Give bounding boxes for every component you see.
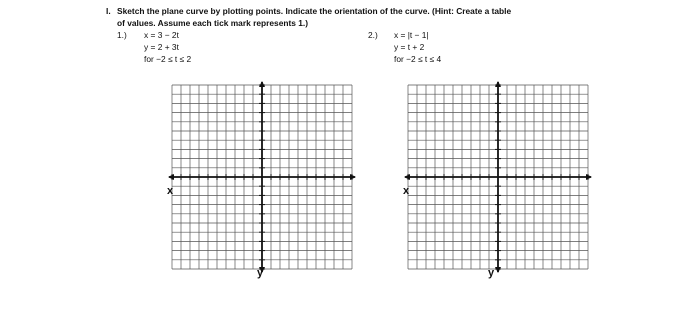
instruction-line-1: Sketch the plane curve by plotting points. Indicate the orientation of the curve. (Hint: Create a table: [117, 6, 512, 16]
part2-domain: for −2 ≤ t ≤ 4: [394, 54, 442, 64]
instruction-line-2: of values. Assume each tick mark represents 1.): [117, 18, 309, 28]
grid2-y-axis-label: y: [488, 267, 495, 279]
problem-number: I.: [106, 6, 111, 16]
part2-x-equation: x = |t − 1|: [394, 30, 429, 40]
x-axis-arrow-left: [404, 174, 410, 180]
part1-label: 1.): [117, 30, 127, 40]
grid2-x-axis-label: x: [403, 185, 410, 197]
x-axis-arrow-right: [586, 174, 592, 180]
grid1-y-axis-label: y: [257, 267, 264, 279]
y-axis-arrow-up: [259, 81, 265, 87]
coordinate-grid-2[interactable]: [404, 81, 592, 273]
y-axis-arrow-up: [495, 81, 501, 87]
coordinate-grid-1[interactable]: [168, 81, 356, 273]
part1-y-equation: y = 2 + 3t: [144, 42, 179, 52]
x-axis-arrow-right: [350, 174, 356, 180]
part2-y-equation: y = t + 2: [394, 42, 425, 52]
part2-label: 2.): [368, 30, 378, 40]
grid1-x-axis-label: x: [167, 185, 174, 197]
x-axis-arrow-left: [168, 174, 174, 180]
part1-x-equation: x = 3 − 2t: [144, 30, 179, 40]
part1-domain: for −2 ≤ t ≤ 2: [144, 54, 192, 64]
y-axis-arrow-down: [495, 267, 501, 273]
